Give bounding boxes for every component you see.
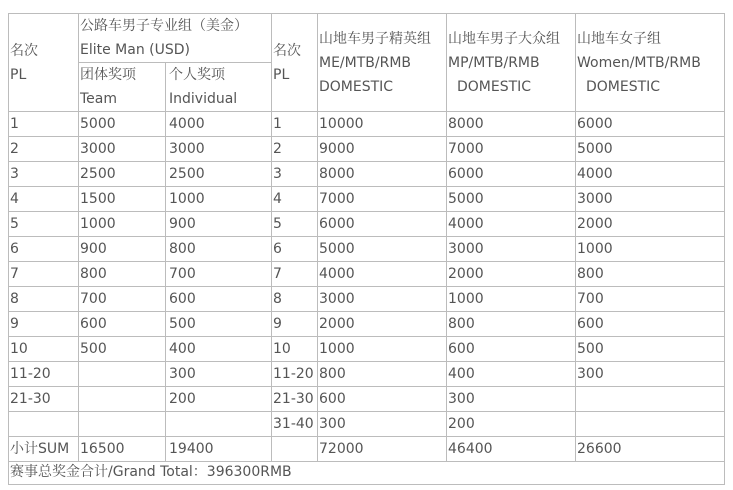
rank-header-en: PL <box>10 66 27 83</box>
mp-cell: 200 <box>447 412 576 437</box>
table-row <box>9 362 725 387</box>
table-row <box>9 212 725 237</box>
rank-cell: 4 <box>9 187 79 212</box>
individual-cell: 2500 <box>166 162 272 187</box>
team-cell: 1000 <box>79 212 166 237</box>
mp-cell: 8000 <box>447 112 576 137</box>
individual-cell: 500 <box>166 312 272 337</box>
road-header-zh: 公路车男子专业组（美金） <box>80 18 248 34</box>
rank-cell: 小计SUM <box>9 437 79 462</box>
mp-header-zh: 山地车男子大众组 <box>448 30 560 47</box>
women-cell: 6000 <box>576 112 725 137</box>
me-cell: 800 <box>318 362 447 387</box>
table-row <box>9 387 725 412</box>
mp-cell: 300 <box>447 387 576 412</box>
team-cell: 1500 <box>79 187 166 212</box>
rank-cell: 3 <box>9 162 79 187</box>
mp-cell: 3000 <box>447 237 576 262</box>
rank2-cell: 7 <box>272 262 318 287</box>
individual-cell: 200 <box>166 387 272 412</box>
team-cell: 3000 <box>79 137 166 162</box>
individual-cell: 300 <box>166 362 272 387</box>
mp-cell: 400 <box>447 362 576 387</box>
women-cell: 5000 <box>576 137 725 162</box>
me-cell: 72000 <box>318 437 447 462</box>
individual-cell: 900 <box>166 212 272 237</box>
rank-header <box>9 14 79 112</box>
women-cell: 3000 <box>576 187 725 212</box>
grand-total-row <box>9 462 725 485</box>
team-header-en: Team <box>80 91 118 107</box>
rank2-cell: 4 <box>272 187 318 212</box>
women-cell <box>576 387 725 412</box>
women-header-en: Women/MTB/RMB <box>577 54 701 71</box>
rank-cell: 8 <box>9 287 79 312</box>
me-header-zh: 山地车男子精英组 <box>319 30 431 47</box>
women-cell <box>576 412 725 437</box>
individual-cell: 400 <box>166 337 272 362</box>
road-header <box>79 14 272 63</box>
women-cell: 300 <box>576 362 725 387</box>
grand-total: 赛事总奖金合计/Grand Total：396300RMB <box>9 462 725 485</box>
team-cell <box>79 362 166 387</box>
rank2-cell <box>272 437 318 462</box>
table-row <box>9 312 725 337</box>
mp-cell: 6000 <box>447 162 576 187</box>
women-cell: 800 <box>576 262 725 287</box>
team-cell <box>79 412 166 437</box>
mp-header-en: MP/MTB/RMB <box>448 54 540 71</box>
team-cell: 600 <box>79 312 166 337</box>
team-cell: 900 <box>79 237 166 262</box>
me-cell: 300 <box>318 412 447 437</box>
women-cell: 700 <box>576 287 725 312</box>
mp-cell: 600 <box>447 337 576 362</box>
rank-cell: 5 <box>9 212 79 237</box>
rank2-cell: 5 <box>272 212 318 237</box>
rank2-header <box>272 14 318 112</box>
individual-header-zh: 个人奖项 <box>169 67 225 83</box>
table-row <box>9 337 725 362</box>
me-cell: 10000 <box>318 112 447 137</box>
mp-cell: 7000 <box>447 137 576 162</box>
team-header-zh: 团体奖项 <box>80 67 136 83</box>
individual-header <box>166 63 272 112</box>
prize-table <box>8 13 725 485</box>
me-cell: 5000 <box>318 237 447 262</box>
women-cell: 1000 <box>576 237 725 262</box>
road-header-en: Elite Man (USD) <box>80 42 190 58</box>
women-cell: 26600 <box>576 437 725 462</box>
mp-cell: 46400 <box>447 437 576 462</box>
rank2-header-en: PL <box>273 66 290 83</box>
mp-cell: 5000 <box>447 187 576 212</box>
me-cell: 4000 <box>318 262 447 287</box>
individual-cell: 800 <box>166 237 272 262</box>
mp-header-dom: DOMESTIC <box>457 78 532 95</box>
team-cell: 800 <box>79 262 166 287</box>
team-cell <box>79 387 166 412</box>
rank-cell <box>9 412 79 437</box>
rank2-cell: 31-40 <box>272 412 318 437</box>
team-cell: 16500 <box>79 437 166 462</box>
me-cell: 2000 <box>318 312 447 337</box>
table-row <box>9 262 725 287</box>
individual-header-en: Individual <box>169 91 238 107</box>
table-row <box>9 112 725 137</box>
table-row <box>9 287 725 312</box>
rank2-header-zh: 名次 <box>273 42 301 59</box>
rank2-cell: 6 <box>272 237 318 262</box>
individual-cell: 3000 <box>166 137 272 162</box>
individual-cell: 600 <box>166 287 272 312</box>
rank-cell: 10 <box>9 337 79 362</box>
rank-cell: 11-20 <box>9 362 79 387</box>
me-cell: 600 <box>318 387 447 412</box>
mp-cell: 4000 <box>447 212 576 237</box>
women-cell: 2000 <box>576 212 725 237</box>
rank-cell: 9 <box>9 312 79 337</box>
table-row <box>9 437 725 462</box>
mp-cell: 800 <box>447 312 576 337</box>
women-header-zh: 山地车女子组 <box>577 30 661 47</box>
rank-cell: 7 <box>9 262 79 287</box>
rank2-cell: 10 <box>272 337 318 362</box>
individual-cell: 700 <box>166 262 272 287</box>
me-header-dom: DOMESTIC <box>319 78 394 95</box>
team-cell: 5000 <box>79 112 166 137</box>
women-cell: 500 <box>576 337 725 362</box>
team-header <box>79 63 166 112</box>
individual-cell: 1000 <box>166 187 272 212</box>
me-header <box>318 14 447 112</box>
rank-cell: 6 <box>9 237 79 262</box>
header-row-top <box>9 14 725 63</box>
me-cell: 3000 <box>318 287 447 312</box>
me-cell: 7000 <box>318 187 447 212</box>
women-cell: 600 <box>576 312 725 337</box>
mp-cell: 2000 <box>447 262 576 287</box>
table-row <box>9 162 725 187</box>
me-cell: 8000 <box>318 162 447 187</box>
team-cell: 500 <box>79 337 166 362</box>
rank-cell: 2 <box>9 137 79 162</box>
mp-header <box>447 14 576 112</box>
me-header-en: ME/MTB/RMB <box>319 54 412 71</box>
team-cell: 2500 <box>79 162 166 187</box>
me-cell: 9000 <box>318 137 447 162</box>
rank2-cell: 2 <box>272 137 318 162</box>
rank2-cell: 11-20 <box>272 362 318 387</box>
women-cell: 4000 <box>576 162 725 187</box>
rank2-cell: 8 <box>272 287 318 312</box>
team-cell: 700 <box>79 287 166 312</box>
rank2-cell: 1 <box>272 112 318 137</box>
rank2-cell: 9 <box>272 312 318 337</box>
rank2-cell: 3 <box>272 162 318 187</box>
me-cell: 1000 <box>318 337 447 362</box>
individual-cell: 4000 <box>166 112 272 137</box>
women-header-dom: DOMESTIC <box>586 78 661 95</box>
rank-cell: 1 <box>9 112 79 137</box>
women-header <box>576 14 725 112</box>
table-row <box>9 187 725 212</box>
table-row <box>9 237 725 262</box>
table-row <box>9 137 725 162</box>
individual-cell <box>166 412 272 437</box>
mp-cell: 1000 <box>447 287 576 312</box>
individual-cell: 19400 <box>166 437 272 462</box>
me-cell: 6000 <box>318 212 447 237</box>
table-row <box>9 412 725 437</box>
rank-cell: 21-30 <box>9 387 79 412</box>
rank-header-zh: 名次 <box>10 42 38 59</box>
rank2-cell: 21-30 <box>272 387 318 412</box>
